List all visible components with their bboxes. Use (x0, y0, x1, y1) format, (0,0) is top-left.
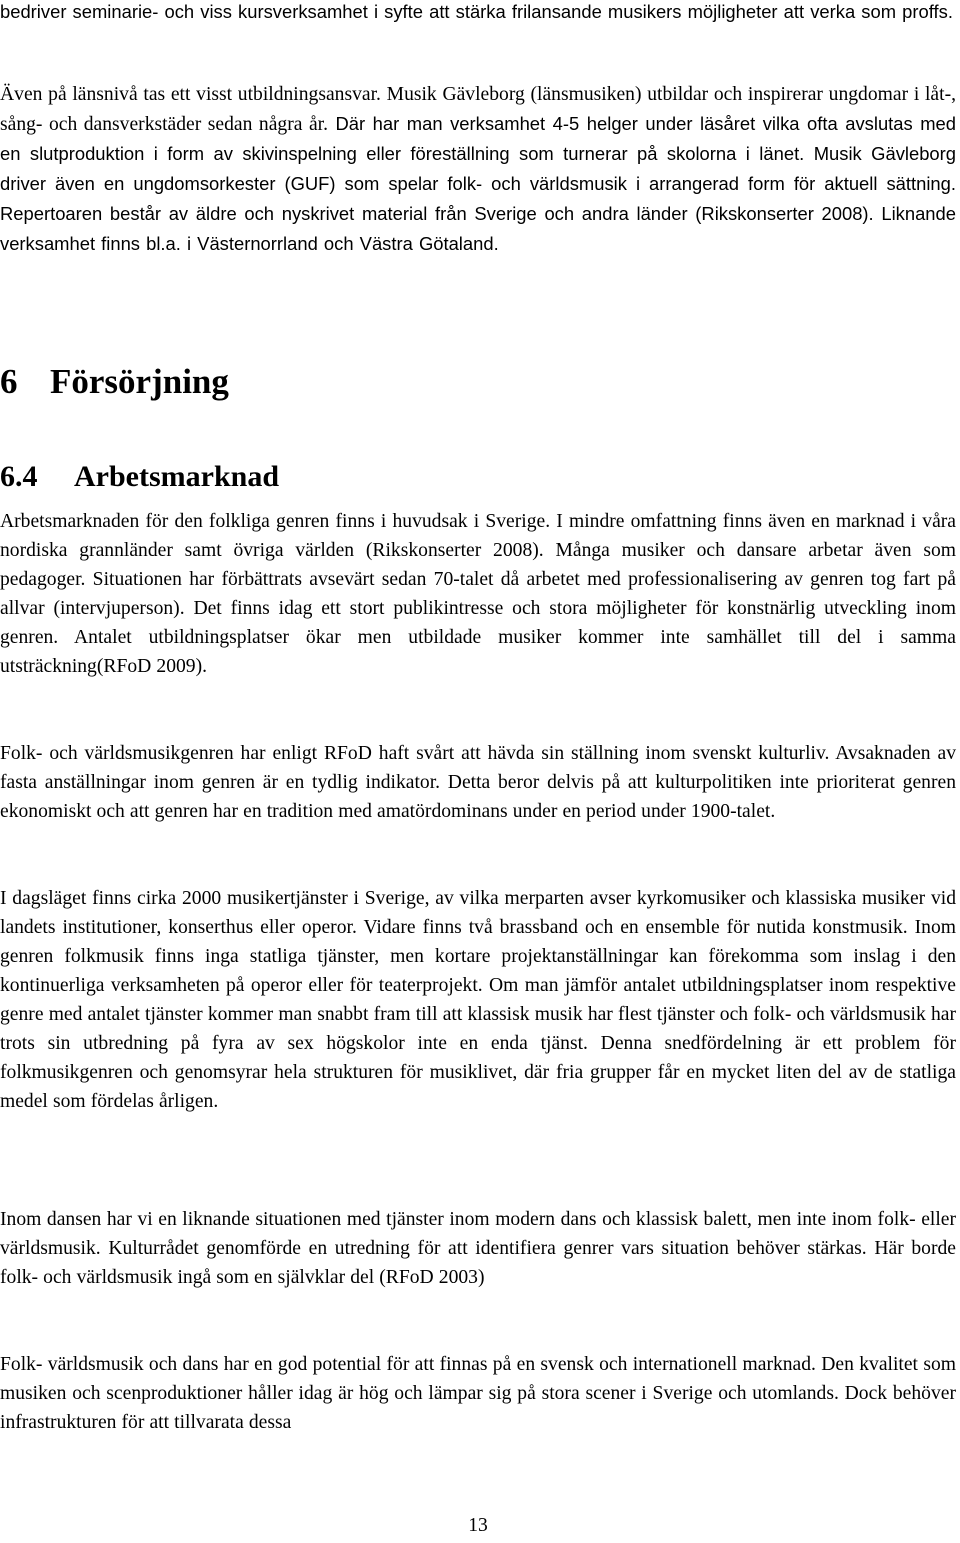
heading-forsorjning (0, 356, 229, 408)
music-positions-paragraph: I dagsläget finns cirka 2000 musikertjänster i Sverige, av vilka merparten avser kyrkomusiker och klassiska musiker vid landets institutioner, konserthus eller operor. Vidare finns två brassband och en ensemble för nutida konstmusik. Inom genren folkmusik finns inga statliga tjänster, men kortare projektanställningar kan förekomma som inslag i den kontinuerliga verksamheten på operor eller för teaterprojekt. Om man jämför antalet utbildningsplatser inom respektive genre med antalet tjänster kommer man snabbt fram till att klassisk musik har flest tjänster och folk- och världsmusik har trots sin utbredning på fyra av sex högskolor inte en enda tjänst. Denna snedfördelning är ett problem för folkmusikgenren och genomsyrar hela strukturen för musiklivet, där fria grupper får en mycket liten del av de statliga medel som fördelas årligen. (0, 888, 956, 1112)
heading-1-number: 6 (0, 362, 18, 401)
regional-education-paragraph (0, 80, 956, 259)
dance-paragraph: Inom dansen har vi en liknande situationen med tjänster inom modern dans och klassisk balett, men inte inom folk- eller världsmusik. Kulturrådet genomförde en utredning för att identifiera genrer vars situation behöver stärkas. Här borde folk- och världsmusik ingå som en självklar del (RFoD 2003) (0, 1209, 956, 1288)
heading-2-number: 6.4 (0, 460, 38, 493)
regional-education-text-b: Där har man verksamhet 4-5 helger under läsåret vilka ofta avslutas med en slutproduktion i form av skivinspelning eller föreställning som turnerar på skolorna i länet. (0, 113, 957, 164)
heading-arbetsmarknad (0, 456, 279, 498)
genre-status-paragraph: Folk- och världsmusikgenren har enligt RFoD haft svårt att hävda sin ställning inom svenskt kulturliv. Avsaknaden av fasta anställningar inom genren är en tydlig indikator. Detta beror delvis på att kulturpolitiken inte prioriterat genren ekonomiskt och att genren har en tradition med amatördominans under en period under 1900-talet. (0, 743, 956, 822)
heading-2-title: Arbetsmarknad (74, 460, 280, 493)
heading-1-title: Försörjning (50, 362, 229, 401)
page-number: 13 (468, 1515, 488, 1536)
regional-education-text-c: Musik Gävleborg driver även en ungdomsorkester (GUF) som spelar folk- och världsmusik i arrangerad form för aktuell sättning. Repertoaren består av äldre och nyskrivet material från Sverige och andra länder (Rikskonserter 2008). Liknande verksamhet finns bl.a. i Västernorrland och Västra Götaland. (0, 143, 957, 254)
market-potential-paragraph: Folk- världsmusik och dans har en god potential för att finnas på en svensk och internationell marknad. Den kvalitet som musiken och scenproduktioner håller idag är hög och lämpar sig på stora scener i Sverige och utomlands. Dock behöver infrastrukturen för att tillvarata dessa (0, 1354, 956, 1433)
intro-paragraph: bedriver seminarie- och viss kursverksamhet i syfte att stärka frilansande musikers möjligheter att verka som proffs. (0, 1, 953, 22)
regional-education-text-a: Även på länsnivå tas ett visst utbildningsansvar. Musik Gävleborg (länsmusiken) utbildar och inspirerar ungdomar i låt-, sång- och dansverkstäder sedan några år. (0, 84, 956, 135)
labour-market-paragraph: Arbetsmarknaden för den folkliga genren finns i huvudsak i Sverige. I mindre omfattning finns även en marknad i våra nordiska grannländer samt övriga världen (Rikskonserter 2008). Många musiker och dansare arbetar även som pedagoger. Situationen har förbättrats avsevärt sedan 70-talet då arbetet med professionalisering av genren tog fart på allvar (intervjuperson). Det finns idag ett stort publikintresse och stora möjligheter för konstnärlig utveckling inom genren. Antalet utbildningsplatser ökar men utbildade musiker kommer inte samhället till del i samma utsträckning(RFoD 2009). (0, 511, 956, 677)
